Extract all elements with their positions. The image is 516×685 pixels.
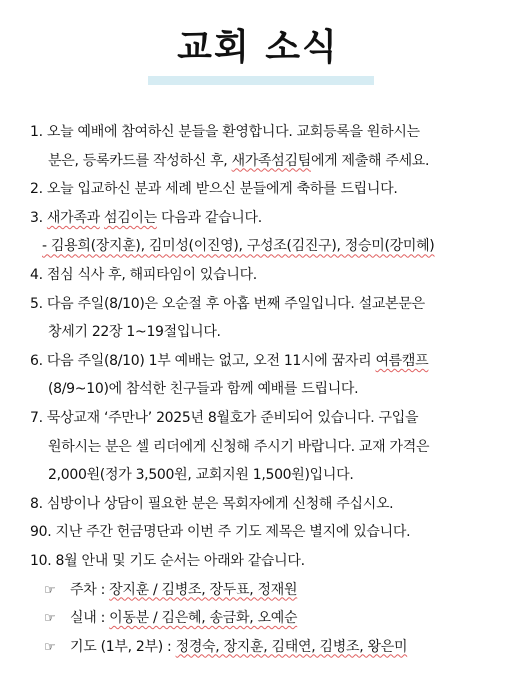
name-list: - 김용희(장지훈), 김미성(이진영), 구성조(김진구), 정승미(강미혜) (42, 238, 435, 255)
notice-item-9: 90. 지난 주간 헌금명단과 이번 주 기도 제목은 별지에 있습니다. (30, 524, 411, 541)
schedule-row-indoor (30, 604, 500, 633)
schedule-label: 주차 : (70, 581, 110, 598)
notice-item-7-line-1: 7. 묵상교재 ‘주만나’ 2025년 8월호가 준비되어 있습니다. 구입을 (30, 409, 419, 426)
pointing-hand-icon: ☞ (44, 639, 56, 655)
text-span: 다음과 같습니다. (156, 209, 262, 226)
team-name: 새가족섬김팀 (231, 152, 311, 169)
notice-item-6-line-1 (30, 347, 500, 376)
notice-item-6-line-2: (8/9~10)에 참석한 친구들과 함께 예배를 드립니다. (48, 381, 359, 398)
text-span: 6. 다음 주일(8/10) 1부 예배는 없고, 오전 11시에 꿈자리 (30, 352, 376, 369)
notice-item-10: 10. 8월 안내 및 기도 순서는 아래와 같습니다. (30, 552, 305, 569)
keyword: 섬김이는 (103, 209, 157, 226)
page-title: 교회 소식 (177, 27, 339, 68)
notice-list (30, 118, 500, 661)
schedule-row-prayer (30, 633, 500, 662)
notice-item-8: 8. 심방이나 상담이 필요한 분은 목회자에게 신청해 주십시오. (30, 495, 394, 512)
schedule-label: 기도 (1부, 2부) : (70, 638, 176, 655)
notice-item-2: 2. 오늘 입교하신 분과 세례 받으신 분들에게 축하를 드립니다. (30, 181, 398, 198)
notice-item-3-line-2 (30, 232, 500, 261)
text-span: 에게 제출해 주세요. (310, 152, 430, 169)
schedule-label: 실내 : (70, 610, 110, 627)
notice-item-5-line-1: 5. 다음 주일(8/10)은 오순절 후 아홉 번째 주일입니다. 설교본문은 (30, 295, 425, 312)
pointing-hand-icon: ☞ (44, 582, 56, 598)
pointing-hand-icon: ☞ (44, 611, 56, 627)
keyword: 새가족과 (46, 209, 100, 226)
notice-item-7-line-3: 2,000원(정가 3,500원, 교회지원 1,500원)입니다. (48, 467, 354, 484)
text-span: 3. (30, 209, 47, 226)
schedule-names: 이동분 / 김은혜, 송금화, 오예순 (109, 610, 298, 627)
notice-item-7-line-2: 원하시는 분은 셀 리더에게 신청해 주시기 바랍니다. 교재 가격은 (48, 438, 430, 455)
notice-item-5-line-2: 창세기 22장 1~19절입니다. (48, 324, 221, 341)
notice-item-1-line-2 (30, 147, 500, 176)
text-span: 분은, 등록카드를 작성하신 후, (48, 152, 232, 169)
notice-item-3-line-1 (30, 204, 500, 233)
schedule-names: 장지훈 / 김병조, 장두표, 정재원 (109, 581, 298, 598)
schedule-row-parking (30, 576, 500, 605)
notice-item-1-line-1: 1. 오늘 예배에 참여하신 분들을 환영합니다. 교회등록을 원하시는 (30, 124, 420, 140)
schedule-names: 정경숙, 장지훈, 김태연, 김병조, 왕은미 (175, 638, 408, 655)
title-area (0, 18, 516, 88)
notice-item-4: 4. 점심 식사 후, 해피타임이 있습니다. (30, 266, 257, 283)
keyword: 여름캠프 (375, 352, 429, 369)
